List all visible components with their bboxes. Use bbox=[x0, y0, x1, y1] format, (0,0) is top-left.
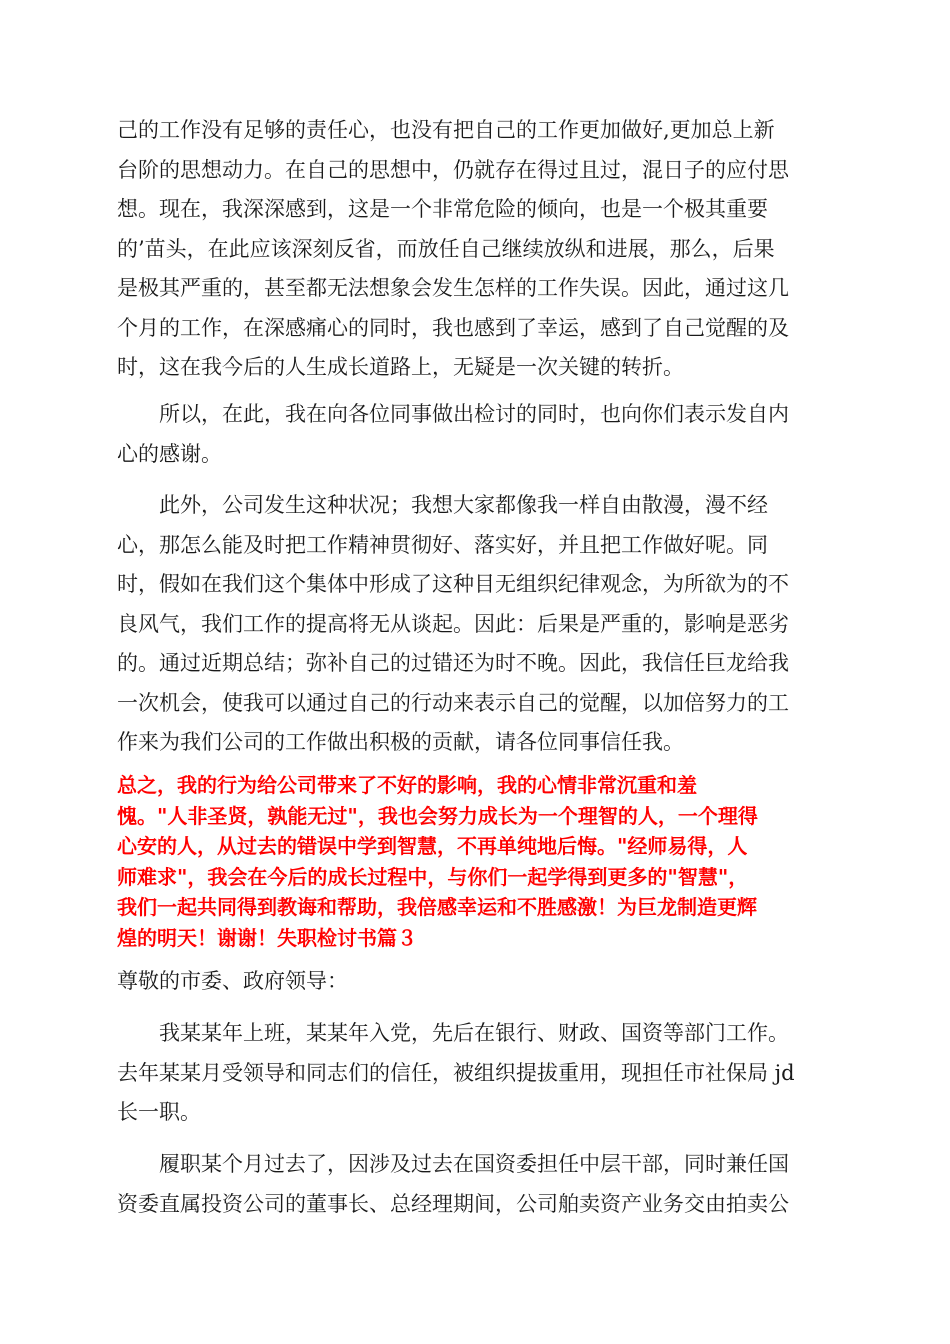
text-line: 己的工作没有足够的责任心，也没有把自己的工作更加做好,更加总上新 bbox=[117, 118, 775, 142]
text-line: 去年某某月受领导和同志们的信任，被组织提拔重用，现担任市社保局 jd bbox=[117, 1060, 795, 1085]
text-line: 所以，在此，我在向各位同事做出检讨的同时，也向你们表示发自内 bbox=[117, 402, 789, 426]
text-line: 此外，公司发生这种状况；我想大家都像我一样自由散漫，漫不经 bbox=[117, 493, 768, 517]
paragraph-2 bbox=[117, 395, 837, 474]
highlight-line: 愧。"人非圣贤，孰能无过"，我也会努力成长为一个理智的人，一个理得 bbox=[117, 803, 758, 828]
salutation bbox=[117, 962, 837, 1002]
text-line: 长一职。 bbox=[117, 1100, 201, 1124]
text-line: 心的感谢。 bbox=[117, 441, 222, 466]
highlight-line: 心安的人，从过去的错误中学到智慧，不再单纯地后悔。"经师易得，人 bbox=[117, 834, 748, 858]
highlight-line: 师难求"，我会在今后的成长过程中，与你们一起学得到更多的"智慧"， bbox=[117, 864, 749, 889]
text-line: 时，假如在我们这个集体中形成了这种目无组织纪律观念，为所欲为的不 bbox=[117, 572, 789, 596]
text-line: 作来为我们公司的工作做出积极的贡献，请各位同事信任我。 bbox=[117, 730, 684, 754]
highlight-line: 总之，我的行为给公司带来了不好的影响，我的心情非常沉重和羞 bbox=[117, 773, 697, 797]
text-line: 个月的工作，在深感痛心的同时，我也感到了幸运，感到了自己觉醒的及 bbox=[117, 315, 789, 340]
text-line: 一次机会，使我可以通过自己的行动来表示自己的觉醒，以加倍努力的工 bbox=[117, 690, 789, 715]
highlighted-paragraph bbox=[117, 770, 837, 953]
text-line: 良风气，我们工作的提高将无从谈起。因此：后果是严重的，影响是恶劣 bbox=[117, 611, 789, 636]
paragraph-1 bbox=[117, 111, 837, 388]
text-line: 想。现在，我深深感到，这是一个非常危险的倾向，也是一个极其重要 bbox=[117, 197, 768, 221]
text-line: 的’苗头，在此应该深刻反省，而放任自己继续放纵和进展，那么，后果 bbox=[117, 236, 775, 261]
text-line: 尊敬的市委、政府领导： bbox=[117, 969, 348, 993]
text-line: 资委直属投资公司的董事长、总经理期间，公司舶卖资产业务交由拍卖公 bbox=[117, 1191, 789, 1216]
text-line: 是极其严重的，甚至都无法想象会发生怎样的工作失误。因此，通过这几 bbox=[117, 276, 789, 300]
text-line: 履职某个月过去了，因涉及过去在国资委担任中层干部，同时兼任国 bbox=[117, 1152, 789, 1176]
highlight-line: 煌的明天！谢谢！失职检讨书篇３ bbox=[117, 925, 417, 950]
paragraph-3 bbox=[117, 486, 837, 763]
text-line: 台阶的思想动力。在自己的思想中，仍就存在得过且过，混日子的应付思 bbox=[117, 157, 789, 182]
paragraph-5 bbox=[117, 1145, 837, 1224]
highlight-line: 我们一起共同得到教诲和帮助，我倍感幸运和不胜感激！为巨龙制造更辉 bbox=[117, 895, 757, 919]
text-line: 时，这在我今后的人生成长道路上，无疑是一次关键的转折。 bbox=[117, 355, 684, 379]
text-line: 我某某年上班，某某年入党，先后在银行、财政、国资等部门工作。 bbox=[117, 1021, 789, 1045]
paragraph-4 bbox=[117, 1014, 837, 1133]
text-line: 的。通过近期总结；弥补自己的过错还为时不晚。因此，我信任巨龙给我 bbox=[117, 651, 789, 675]
text-line: 心，那怎么能及时把工作精神贯彻好、落实好，并且把工作做好呢。同 bbox=[117, 532, 768, 557]
